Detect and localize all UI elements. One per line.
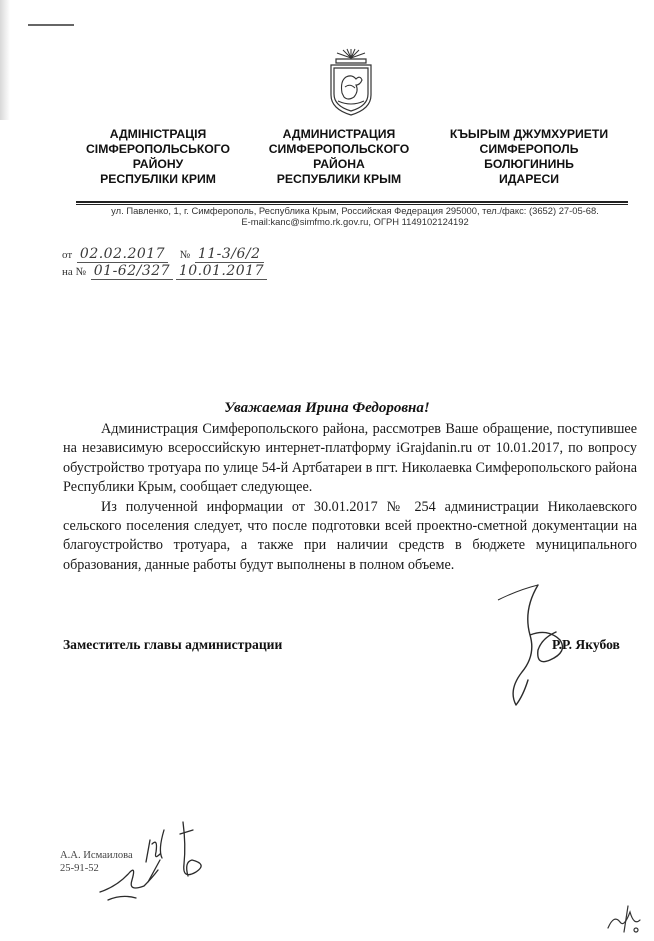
executor-phone: 25-91-52 bbox=[60, 863, 99, 874]
header-line: ИДАРЕСИ bbox=[498, 172, 560, 186]
coat-of-arms-icon bbox=[326, 47, 376, 117]
header-line: БОЛЮГИНИНЬ bbox=[484, 157, 574, 171]
header-divider bbox=[76, 201, 628, 203]
contact-address: ул. Павленко, 1, г. Симферополь, Республика Крым, Российская Федерация 295000, тел./факс: (3652) 27-05-68. bbox=[111, 205, 599, 216]
paragraph: Администрация Симферопольского района, рассмотрев Ваше обращение, поступившее на независимую всероссийскую интернет-платформу iGrajdanin.ru от 10.01.2017, по вопросу обустройство тротуара по улице 54-й Артбатареи в пгт. Николаевка Симферопольского района Республики Крым, сообщает следующее. bbox=[63, 421, 637, 496]
header-line: РАЙОНУ bbox=[132, 157, 184, 171]
scan-mark bbox=[28, 24, 74, 26]
incoming-date: 10.01.2017 bbox=[176, 263, 267, 280]
outgoing-date: 02.02.2017 bbox=[77, 246, 168, 263]
header-line: КЪЫРЫМ ДЖУМХУРИЕТИ bbox=[449, 127, 609, 141]
header-line: РАЙОНА bbox=[313, 157, 365, 171]
executor-name: А.А. Исмаилова bbox=[60, 850, 133, 861]
incoming-number: 01-62/327 bbox=[91, 263, 173, 280]
header-line: АДМІНІСТРАЦІЯ bbox=[109, 127, 207, 141]
header-line: РЕСПУБЛІКИ КРИМ bbox=[100, 172, 216, 186]
paragraph: Из полученной информации от 30.01.2017 № 254 администрации Николаевского сельского поселения следует, что после подготовки всей проектно-сметной документации на благоустройство тротуара, а также при наличии средств в бюджете муниципального образования, данные работы будут выполнены в полном объеме. bbox=[63, 498, 637, 573]
header-line: АДМИНИСТРАЦИЯ bbox=[282, 127, 396, 141]
approval-initials-icon bbox=[88, 800, 218, 910]
scan-shadow bbox=[0, 0, 10, 120]
signer-title: Заместитель главы администрации bbox=[63, 637, 283, 652]
number-label: № bbox=[179, 249, 191, 261]
header-line: СІМФЕРОПОЛЬСЬКОГО bbox=[86, 142, 230, 156]
corner-mark-icon bbox=[600, 892, 650, 936]
header-line: СИМФЕРОПОЛЬ bbox=[479, 142, 579, 156]
greeting: Уважаемая Ирина Федоровна! bbox=[224, 400, 430, 416]
contact-email: E-mail:kanc@simfmo.rk.gov.ru, ОГРН 1149102124192 bbox=[241, 216, 469, 227]
header-ukrainian bbox=[78, 127, 238, 187]
to-label: на № bbox=[62, 266, 87, 278]
header-russian bbox=[258, 127, 420, 187]
header-crimean-tatar bbox=[444, 127, 614, 187]
signer-name: Р.Р. Якубов bbox=[552, 637, 620, 652]
incoming-reference bbox=[62, 263, 267, 279]
header-line: СИМФЕРОПОЛЬСКОГО bbox=[268, 142, 410, 156]
from-label: от bbox=[62, 249, 73, 261]
outgoing-number: 11-3/6/2 bbox=[195, 246, 264, 263]
letter-body bbox=[63, 420, 637, 575]
header-line: РЕСПУБЛИКИ КРЫМ bbox=[276, 172, 402, 186]
outgoing-reference bbox=[62, 246, 264, 262]
